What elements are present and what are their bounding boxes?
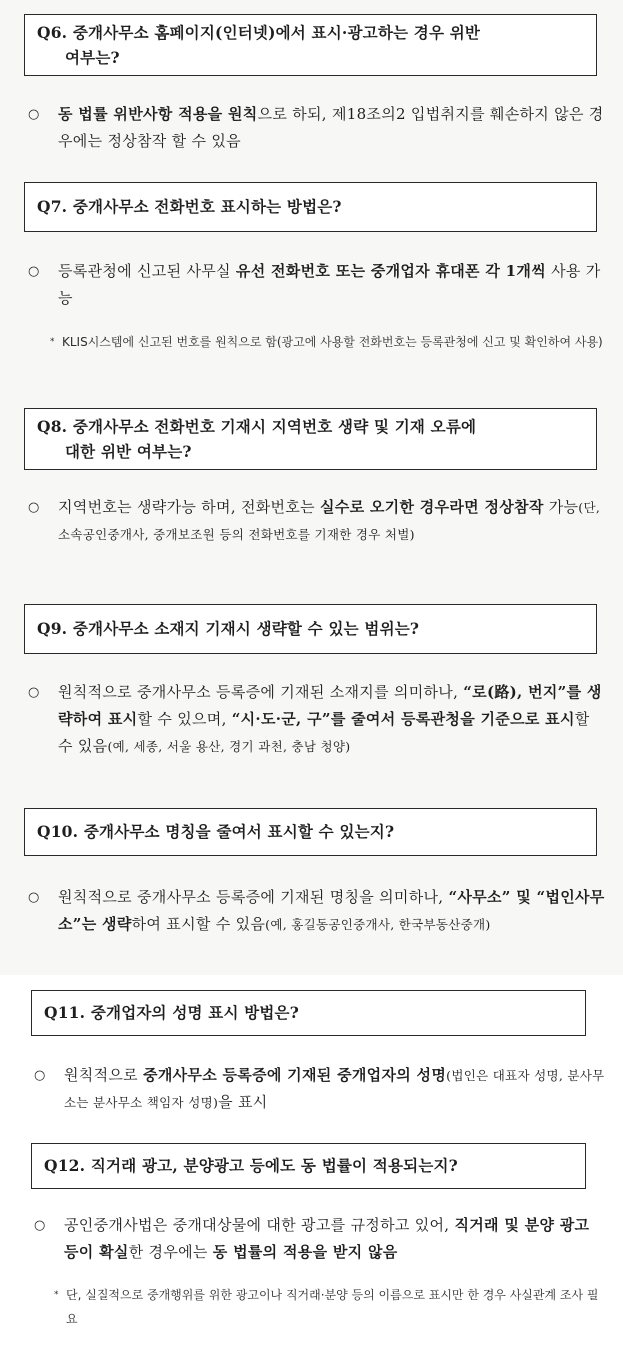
answer-body (34, 1212, 605, 1266)
answer-body (28, 494, 605, 548)
answer-emphasis: “시·도·군, 구”를 줄여서 등록관청을 기준으로 표시 (231, 710, 575, 728)
answer-q12 (34, 1212, 605, 1266)
answer-emphasis: 동 법률 위반사항 적용을 원칙 (58, 105, 258, 123)
question-box-q11 (31, 990, 586, 1036)
question-text-continued: 대한 위반 여부는? (65, 442, 192, 461)
answer-text: 할 수 있음 (58, 710, 590, 755)
note-mark: * (50, 337, 55, 347)
bullet-mark: ○ (28, 685, 40, 700)
answer-text: 가능 (543, 498, 579, 516)
answer-text: (법인은 대표자 성명, 분사무소는 분사무소 책임자 성명) (64, 1068, 605, 1110)
bullet-mark: ○ (28, 264, 40, 279)
answer-text: 등록관청에 신고된 사무실 (58, 262, 236, 280)
bullet-mark: ○ (34, 1068, 46, 1083)
question-text: Q11. 중개업자의 성명 표시 방법은? (44, 1003, 300, 1022)
answer-q6 (28, 101, 605, 155)
answer-body (28, 258, 605, 312)
bullet-mark: ○ (28, 890, 40, 905)
question-text: Q8. 중개사무소 전화번호 기재시 지역번호 생략 및 기재 오류에 (37, 417, 477, 436)
note-text: KLIS시스템에 신고된 번호를 원칙으로 함(광고에 사용할 전화번호는 등록관청에 신고 및 확인하여 사용) (62, 335, 603, 349)
answer-body (28, 679, 605, 760)
answer-text: 을 표시 (218, 1093, 268, 1111)
answer-text: 공인중개사법은 중개대상물에 대한 광고를 규정하고 있어, (64, 1216, 455, 1234)
answer-text: (예, 홍길동공인중개사, 한국부동산중개) (265, 917, 491, 932)
answer-text: 원칙적으로 중개사무소 등록증에 기재된 명칭을 의미하나, (58, 888, 449, 906)
question-text: Q6. 중개사무소 홈페이지(인터넷)에서 표시·광고하는 경우 위반 (37, 23, 481, 42)
note-text: 단, 실질적으로 중개행위를 위한 광고이나 직거래·분양 등의 이름으로 표시만 한 경우 사실관계 조사 필요 (66, 1288, 599, 1326)
answer-q11 (34, 1062, 605, 1116)
answer-emphasis: 실수로 오기한 경우라면 정상참작 (319, 498, 544, 516)
question-box-q12 (31, 1143, 586, 1189)
answer-emphasis: “로(路), 번지”를 생략하여 표시 (58, 683, 602, 728)
bullet-mark: ○ (28, 107, 40, 122)
answer-q9 (28, 679, 605, 760)
answer-emphasis: 중개사무소 등록증에 기재된 중개업자의 성명 (143, 1066, 447, 1084)
answer-text: 사용 가능 (58, 262, 601, 307)
answer-text: 원칙적으로 (64, 1066, 144, 1084)
question-text: Q10. 중개사무소 명칭을 줄여서 표시할 수 있는지? (37, 822, 395, 841)
answer-text: 으로 하되, 제18조의2 입법취지를 훼손하지 않은 경우에는 정상참작 할 수 있음 (58, 105, 604, 150)
note-mark: * (54, 1290, 59, 1300)
question-box-q6 (24, 14, 597, 76)
answer-text: 하여 표시할 수 있음 (131, 915, 266, 933)
answer-q8 (28, 494, 605, 548)
answer-q7 (28, 258, 605, 312)
answer-emphasis: 동 법률의 적용을 받지 않음 (212, 1243, 398, 1261)
answer-emphasis: “사무소” 및 “법인사무소”는 생략 (58, 888, 605, 933)
question-box-q9 (24, 604, 597, 654)
question-box-q8 (24, 408, 597, 470)
answer-text: (예, 세종, 서울 용산, 경기 과천, 충남 청양) (107, 739, 351, 754)
answer-emphasis: 직거래 및 분양 광고 등이 확실 (64, 1216, 590, 1261)
answer-text: 원칙적으로 중개사무소 등록증에 기재된 소재지를 의미하나, (58, 683, 464, 701)
answer-text: (단, 소속공인중개사, 중개보조원 등의 전화번호를 기재한 경우 처벌) (58, 500, 601, 542)
answer-text: 할 수 있으며, (137, 710, 232, 728)
answer-body (34, 1062, 605, 1116)
note-q7 (50, 330, 603, 354)
answer-emphasis: 유선 전화번호 또는 중개업자 휴대폰 각 1개씩 (235, 262, 546, 280)
question-text: Q9. 중개사무소 소재지 기재시 생략할 수 있는 범위는? (37, 619, 420, 638)
question-text: Q7. 중개사무소 전화번호 표시하는 방법은? (37, 197, 342, 216)
note-q12 (54, 1283, 603, 1331)
question-box-q10 (24, 808, 597, 856)
question-text-continued: 여부는? (65, 48, 120, 67)
question-text: Q12. 직거래 광고, 분양광고 등에도 동 법률이 적용되는지? (44, 1156, 458, 1175)
bullet-mark: ○ (34, 1218, 46, 1233)
bullet-mark: ○ (28, 500, 40, 515)
answer-q10 (28, 884, 605, 938)
answer-body (28, 884, 605, 938)
question-box-q7 (24, 182, 597, 232)
answer-text: 지역번호는 생략가능 하며, 전화번호는 (58, 498, 320, 516)
answer-body (28, 101, 605, 155)
answer-text: 한 경우에는 (128, 1243, 213, 1261)
